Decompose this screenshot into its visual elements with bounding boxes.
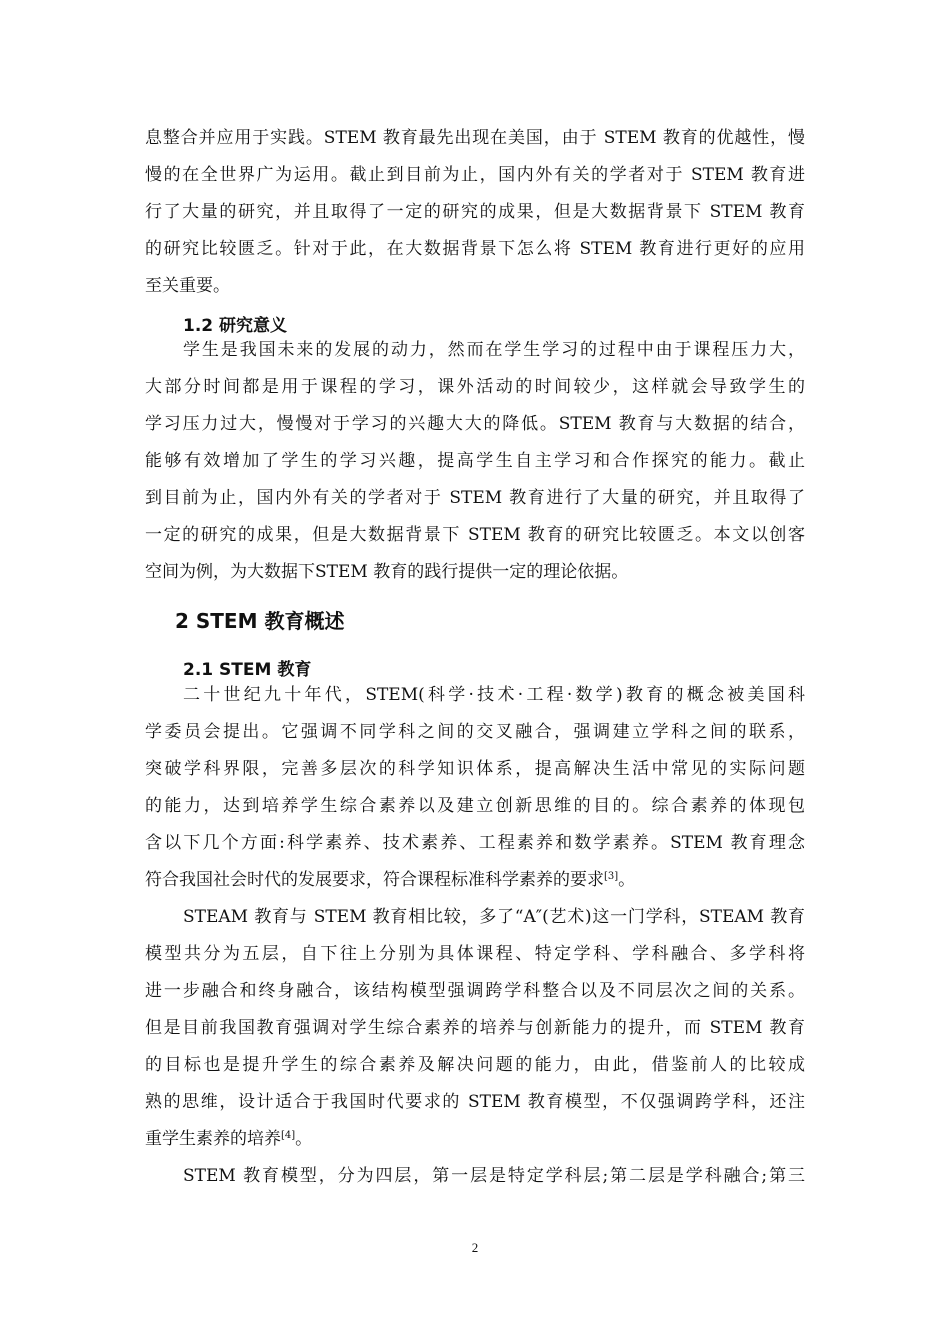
body-text-line: 慢的在全世界广为运用。截止到目前为止，国内外有关的学者对于 STEM 教育进: [145, 165, 805, 185]
body-text-line: 一定的研究的成果，但是大数据背景下 STEM 教育的研究比较匮乏。本文以创客: [145, 525, 805, 545]
body-text-line: [145, 1128, 805, 1150]
body-text-line: 二十世纪九十年代，STEM(科学·技术·工程·数学)教育的概念被美国科: [183, 685, 805, 705]
body-text-line: 能够有效增加了学生的学习兴趣，提高学生自主学习和合作探究的能力。截止: [145, 451, 805, 471]
citation-reference: [3]: [604, 871, 619, 882]
body-text-line: 空间为例，为大数据下STEM 教育的践行提供一定的理论依据。: [145, 562, 629, 582]
page-number: 2: [471, 1240, 479, 1255]
citation-reference: [4]: [281, 1130, 296, 1141]
body-text-line: 熟的思维，设计适合于我国时代要求的 STEM 教育模型，不仅强调跨学科，还注: [145, 1092, 805, 1112]
section-heading-2-1: 2.1 STEM 教育: [183, 660, 312, 680]
body-text-line: 突破学科界限，完善多层次的科学知识体系，提高解决生活中常见的实际问题: [145, 759, 805, 779]
body-text-span: 符合我国社会时代的发展要求，符合课程标准科学素养的要求: [145, 870, 604, 890]
punctuation: 。: [618, 870, 636, 890]
body-text-line: 学生是我国未来的发展的动力，然而在学生学习的过程中由于课程压力大，: [183, 340, 805, 360]
body-text-line: 的研究比较匮乏。针对于此，在大数据背景下怎么将 STEM 教育进行更好的应用: [145, 239, 805, 259]
body-text-line: 学委员会提出。它强调不同学科之间的交叉融合，强调建立学科之间的联系，: [145, 722, 805, 742]
body-text-line: 到目前为止，国内外有关的学者对于 STEM 教育进行了大量的研究，并且取得了: [145, 488, 805, 508]
body-text-line: 进一步融合和终身融合，该结构模型强调跨学科整合以及不同层次之间的关系。: [145, 981, 805, 1001]
body-text-line: STEAM 教育与 STEM 教育相比较，多了“A″(艺术)这一门学科，STEAM 教育: [183, 907, 805, 927]
body-text-line: STEM 教育模型，分为四层，第一层是特定学科层;第二层是学科融合;第三: [183, 1166, 805, 1186]
body-text-line: 的能力，达到培养学生综合素养以及建立创新思维的目的。综合素养的体现包: [145, 796, 805, 816]
body-text-span: 重学生素养的培养: [145, 1129, 281, 1149]
body-text-line: 含以下几个方面:科学素养、技术素养、工程素养和数学素养。STEM 教育理念: [145, 833, 805, 853]
body-text-line: 学习压力过大，慢慢对于学习的兴趣大大的降低。STEM 教育与大数据的结合，: [145, 414, 805, 434]
body-text-line: 但是目前我国教育强调对学生综合素养的培养与创新能力的提升，而 STEM 教育: [145, 1018, 805, 1038]
body-text-line: 行了大量的研究，并且取得了一定的研究的成果，但是大数据背景下 STEM 教育: [145, 202, 805, 222]
body-text-line: 至关重要。: [145, 276, 230, 296]
body-text-line: 的目标也是提升学生的综合素养及解决问题的能力，由此，借鉴前人的比较成: [145, 1055, 805, 1075]
body-text-line: 大部分时间都是用于课程的学习，课外活动的时间较少，这样就会导致学生的: [145, 377, 805, 397]
section-heading-1-2: 1.2 研究意义: [183, 316, 288, 336]
chapter-heading-2: 2 STEM 教育概述: [175, 609, 345, 633]
body-text-line: [145, 869, 805, 891]
body-text-line: 息整合并应用于实践。STEM 教育最先出现在美国，由于 STEM 教育的优越性，慢: [145, 128, 805, 148]
punctuation: 。: [295, 1129, 313, 1149]
body-text-line: 模型共分为五层，自下往上分别为具体课程、特定学科、学科融合、多学科将: [145, 944, 805, 964]
